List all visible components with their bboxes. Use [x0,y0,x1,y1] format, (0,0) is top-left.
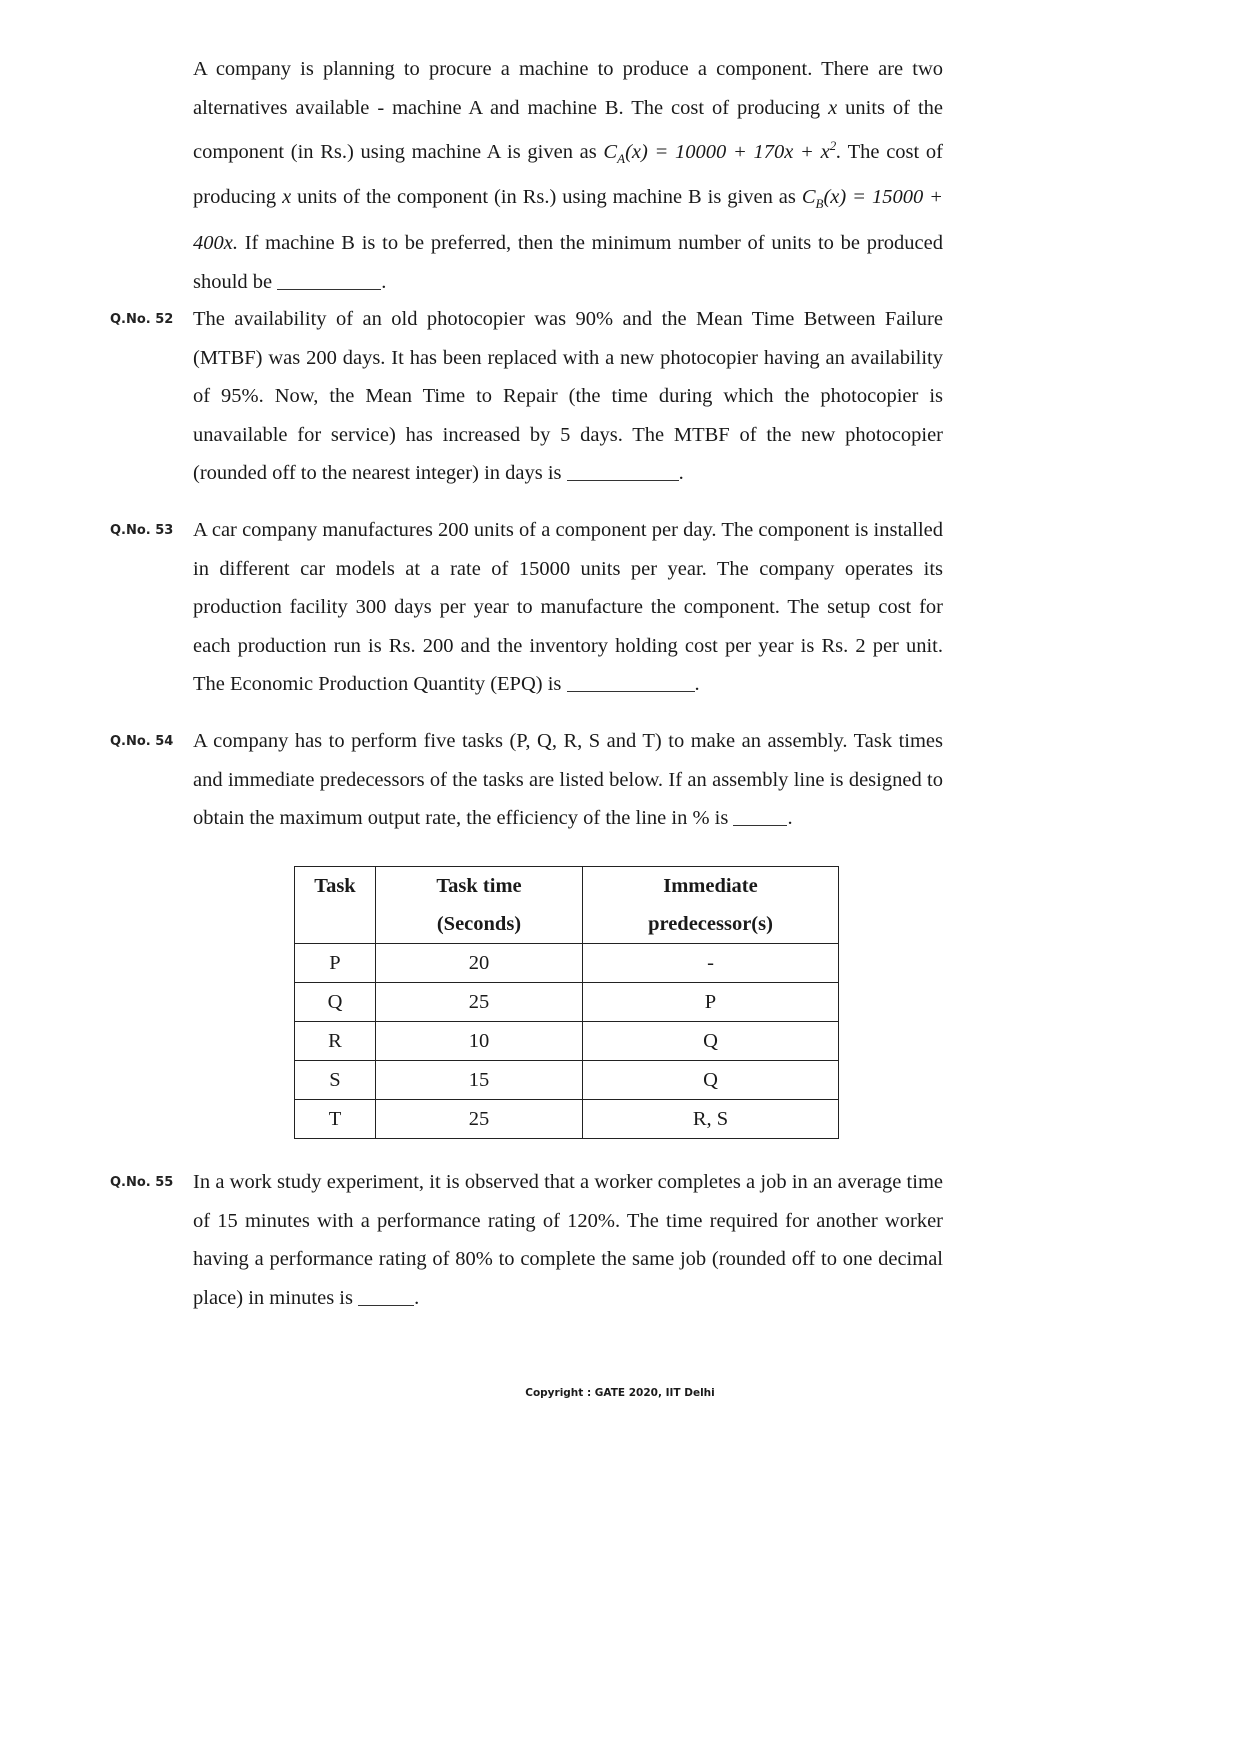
variable-x: x [828,96,838,119]
table-row: P 20 - [295,944,839,983]
table-row: T 25 R, S [295,1100,839,1139]
table-row: R 10 Q [295,1022,839,1061]
answer-blank [358,1284,414,1306]
header-task: Task [295,867,376,944]
question-51-text: A company is planning to procure a machine to produce a component. There are two alternatives available - machine A and machine B. The cost of producing x units of the component (in Rs.) using machine A is given as $C_A(x) = 10000 + 170x + x^2$. The cost of producing x units of the component (in Rs.) using machine B is given as $C_B(x) = 15000 + 400x$. If machine B is to be preferred, then the minimum number of units to be produced should be . [193,58,943,293]
question-label-52: Q.No. 52 [110,312,174,327]
header-task-time: Task time (Seconds) [376,867,583,944]
cost-equation-b: $C_B(x) = 15000 + 400x$. [193,186,943,255]
question-55-text: In a work study experiment, it is observed that a worker completes a job in an average time of 15 minutes with a performance rating of 120%. The time required for another worker having a performance rating of 80% to complete the same job (rounded off to one decimal place) in minutes is . [193,1171,943,1309]
copyright-footer: Copyright : GATE 2020, IIT Delhi [525,1387,715,1399]
question-54-text: A company has to perform five tasks (P, Q, R, S and T) to make an assembly. Task times and immediate predecessors of the tasks are listed below. If an assembly line is designed to obtain the maximum output rate, the efficiency of the line in % is . [193,730,943,829]
answer-blank [733,805,787,827]
answer-blank [567,671,695,693]
table-row: S 15 Q [295,1061,839,1100]
task-table-header [295,867,839,944]
task-table [294,866,839,1139]
question-label-54: Q.No. 54 [110,734,174,749]
header-predecessors: Immediate predecessor(s) [583,867,839,944]
answer-blank [567,460,679,482]
question-53-text: A car company manufactures 200 units of a component per day. The component is installed in different car models at a rate of 15000 units per year. The company operates its production facility 300 days per year to manufacture the component. The setup cost for each production run is Rs. 200 and the inventory holding cost per year is Rs. 2 per unit. The Economic Production Quantity (EPQ) is . [193,519,943,695]
question-52-text: The availability of an old photocopier was 90% and the Mean Time Between Failure (MTBF) was 200 days. It has been replaced with a new photocopier having an availability of 95%. Now, the Mean Time to Repair (the time during which the photocopier is unavailable for service) has increased by 5 days. The MTBF of the new photocopier (rounded off to the nearest integer) in days is . [193,308,943,484]
question-label-55: Q.No. 55 [110,1175,174,1190]
answer-blank [277,268,381,290]
question-label-53: Q.No. 53 [110,523,174,538]
table-row: Q 25 P [295,983,839,1022]
cost-equation-a: $C_A(x) = 10000 + 170x + x^2$. [603,138,842,166]
